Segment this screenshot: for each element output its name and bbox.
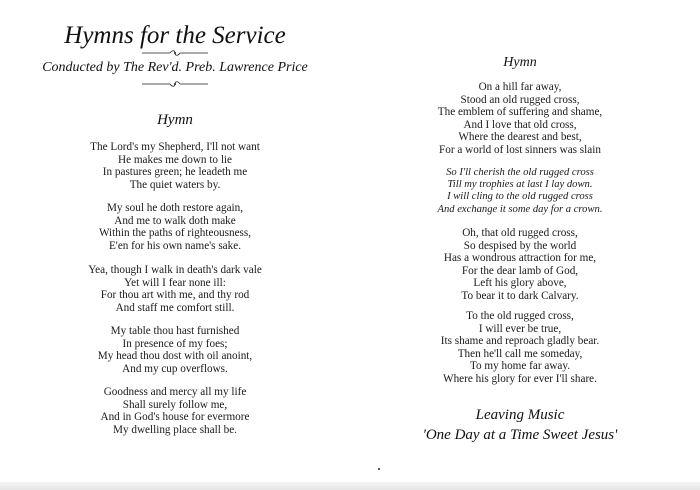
- verse-line: Its shame and reproach gladly bear.: [440, 335, 600, 348]
- page-dot: [378, 468, 380, 470]
- verse-line: I will cling to the old rugged cross: [447, 191, 593, 203]
- verse-line: The quiet waters by.: [129, 178, 221, 191]
- verse-line: So despised by the world: [463, 239, 577, 252]
- verse-line: Then he'll call me someday,: [457, 347, 583, 360]
- verse-line: Yet will I fear none ill:: [124, 276, 226, 289]
- verse-line: Where his glory for ever I'll share.: [443, 372, 597, 385]
- verse-line: And staff me comfort still.: [115, 301, 235, 314]
- verse-line: Stood an old rugged cross,: [460, 93, 580, 106]
- officiant-line: Conducted by The Rev'd. Preb. Lawrence Price: [42, 60, 308, 75]
- verse-line: And in God's house for evermore: [100, 411, 250, 424]
- right-page: [350, 0, 700, 490]
- scan-edge: [0, 482, 700, 490]
- hymn-heading-right: Hymn: [503, 55, 537, 70]
- verse-line: I will ever be true,: [478, 322, 562, 335]
- verse-line: Goodness and mercy all my life: [103, 386, 247, 398]
- verse-line: My head thou dost with oil anoint,: [97, 350, 253, 363]
- verse-line: Within the paths of righteousness,: [98, 227, 252, 240]
- verse-line: For thou art with me, and thy rod: [100, 289, 250, 302]
- verse-line: Yea, though I walk in death's dark vale: [88, 264, 262, 276]
- verse-line: So I'll cherish the old rugged cross: [446, 167, 594, 178]
- right-verse-4: [350, 310, 690, 386]
- verse-line: Shall surely follow me,: [122, 398, 228, 411]
- left-verse-1: [0, 141, 350, 191]
- verse-line: Oh, that old rugged cross,: [462, 227, 578, 239]
- verse-line: He makes me down to lie: [117, 153, 233, 166]
- verse-line: In presence of my foes;: [122, 337, 228, 350]
- left-verse-3: [0, 264, 350, 314]
- verse-line: In pastures green; he leadeth me: [102, 166, 248, 179]
- verse-line: To my home far away.: [469, 360, 571, 373]
- flourish-ornament-bottom: [140, 80, 210, 88]
- verse-line: Till my trophies at last I lay down.: [447, 179, 593, 191]
- verse-line: The Lord's my Shepherd, I'll not want: [90, 141, 260, 153]
- verse-line: Where the dearest and best,: [458, 131, 582, 144]
- left-verse-4: [0, 325, 350, 375]
- page-title: Hymns for the Service: [64, 22, 286, 49]
- left-verse-5: [0, 386, 350, 436]
- right-verse-1: [350, 81, 690, 157]
- hymn-heading-left: Hymn: [157, 112, 193, 128]
- verse-line: My table thou hast furnished: [110, 325, 240, 337]
- verse-line: And me to walk doth make: [114, 214, 236, 227]
- verse-line: Left his glory above,: [473, 277, 567, 290]
- verse-line: On a hill far away,: [478, 81, 562, 93]
- verse-line: And exchange it some day for a crown.: [437, 203, 603, 215]
- verse-line: For the dear lamb of God,: [461, 264, 579, 277]
- verse-line: My soul he doth restore again,: [106, 202, 244, 214]
- verse-line: Has a wondrous attraction for me,: [443, 252, 597, 265]
- verse-line: My dwelling place shall be.: [113, 423, 237, 436]
- verse-line: For a world of lost sinners was slain: [439, 143, 601, 156]
- right-chorus: [350, 167, 690, 216]
- verse-line: E'en for his own name's sake.: [108, 239, 242, 252]
- left-verse-2: [0, 202, 350, 252]
- verse-line: The emblem of suffering and shame,: [437, 106, 603, 119]
- flourish-ornament-top: [140, 49, 210, 57]
- leaving-music-heading: Leaving Music: [475, 407, 565, 423]
- verse-line: To bear it to dark Calvary.: [461, 289, 579, 302]
- verse-line: And I love that old cross,: [463, 118, 577, 131]
- right-verse-3: [350, 227, 690, 303]
- leaving-music-title: 'One Day at a Time Sweet Jesus': [422, 427, 618, 443]
- verse-line: To the old rugged cross,: [466, 310, 574, 322]
- verse-line: And my cup overflows.: [122, 362, 228, 375]
